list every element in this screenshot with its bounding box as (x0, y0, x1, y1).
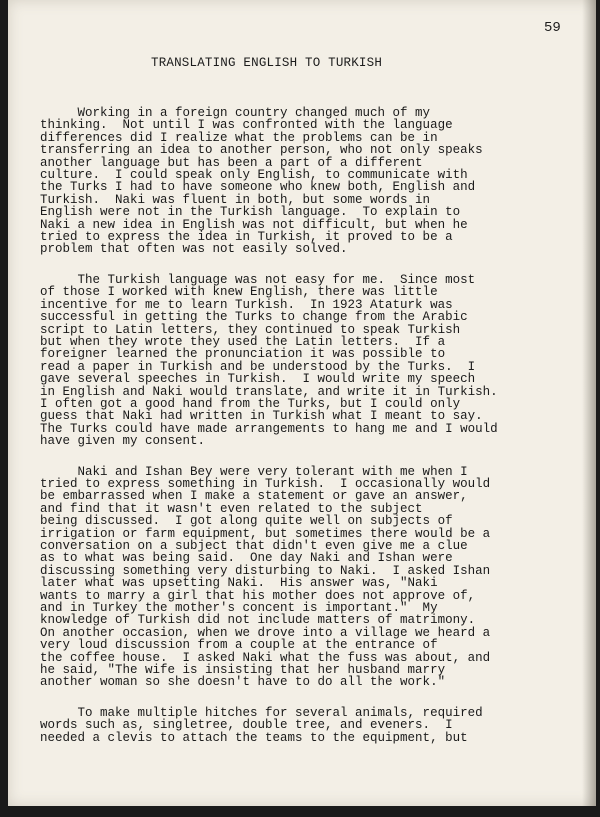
text-line: and in Turkey the mother's concent is important." My (40, 601, 438, 616)
text-line: Naki a new idea in English was not difficult, but when he (40, 217, 468, 232)
text-line: Naki and Ishan Bey were very tolerant with me when I (40, 464, 468, 479)
text-line: very loud discussion from a couple at the entrance of (40, 638, 438, 653)
text-line: Working in a foreign country changed much of my (40, 106, 431, 120)
text-line: The Turks could have made arrangements to hang me and I would (40, 421, 498, 436)
text-line: the Turks I had to have someone who knew both, English and (40, 180, 476, 195)
text-line: irrigation or farm equipment, but sometimes there would be a (40, 526, 491, 541)
paragraph-2 (40, 274, 510, 448)
text-line: differences did I realize what the problems can be in (40, 130, 438, 145)
text-line: another woman so she doesn't have to do all the work." (40, 675, 446, 690)
text-line: Turkish. Naki was fluent in both, but some words in (40, 192, 431, 207)
page-number: 59 (544, 20, 561, 36)
text-line: as to what was being said. One day Naki and Ishan were (40, 551, 453, 566)
paragraph-3 (40, 466, 510, 689)
text-line: transferring an idea to another person, who not only speaks (40, 143, 483, 158)
text-line: another language but has been a part of a different (40, 155, 423, 170)
text-line: wants to marry a girl that his mother does not approve of, (40, 588, 476, 603)
text-line: I often got a good hand from the Turks, but I could only (40, 396, 461, 411)
text-line: On another occasion, when we drove into a village we heard a (40, 625, 491, 640)
text-line: To make multiple hitches for several animals, required (40, 705, 483, 720)
text-line: and find that it wasn't even related to the subject (40, 501, 423, 516)
text-line: being discussed. I got along quite well on subjects of (40, 514, 453, 529)
text-line: successful in getting the Turks to change from the Arabic (40, 310, 468, 325)
document-page (8, 0, 596, 806)
text-line: script to Latin letters, they continued to speak Turkish (40, 322, 461, 337)
text-line: conversation on a subject that didn't even give me a clue (40, 539, 468, 553)
text-line: gave several speeches in Turkish. I would write my speech (40, 372, 476, 387)
text-line: culture. I could speak only English, to communicate with (40, 168, 468, 183)
text-line: discussing something very disturbing to Naki. I asked Ishan (40, 563, 491, 578)
text-line: tried to express the idea in Turkish, it proved to be a (40, 230, 453, 245)
page-title: TRANSLATING ENGLISH TO TURKISH (151, 56, 383, 70)
text-line: words such as, singletree, double tree, and eveners. I (40, 718, 453, 733)
text-line: in English and Naki would translate, and write it in Turkish. (40, 384, 498, 399)
text-line: problem that often was not easily solved. (40, 242, 348, 257)
text-line: foreigner learned the pronunciation it was possible to (40, 347, 446, 362)
text-line: the coffee house. I asked Naki what the fuss was about, and (40, 650, 491, 665)
text-line: incentive for me to learn Turkish. In 1923 Ataturk was (40, 297, 453, 312)
text-line: The Turkish language was not easy for me. Since most (40, 272, 476, 287)
text-line: have given my consent. (40, 434, 206, 449)
text-line: knowledge of Turkish did not include matters of matrimony. (40, 613, 476, 628)
text-line: but when they wrote they used the Latin letters. If a (40, 334, 446, 349)
text-line: needed a clevis to attach the teams to the equipment, but (40, 730, 468, 745)
text-line: he said, "The wife is insisting that her husband marry (40, 663, 446, 678)
text-line: tried to express something in Turkish. I occasionally would (40, 476, 491, 491)
text-line: be embarrassed when I make a statement or gave an answer, (40, 489, 468, 504)
text-line: guess that Naki had written in Turkish what I meant to say. (40, 409, 483, 424)
text-line: later what was upsetting Naki. His answer was, "Naki (40, 576, 438, 591)
text-line: of those I worked with knew English, there was little (40, 285, 438, 300)
body-text (40, 107, 510, 762)
paragraph-4 (40, 707, 510, 744)
paragraph-1 (40, 107, 510, 256)
text-line: read a paper in Turkish and be understood by the Turks. I (40, 359, 476, 374)
text-line: thinking. Not until I was confronted with the language (40, 118, 453, 133)
text-line: English were not in the Turkish language. To explain to (40, 205, 461, 220)
